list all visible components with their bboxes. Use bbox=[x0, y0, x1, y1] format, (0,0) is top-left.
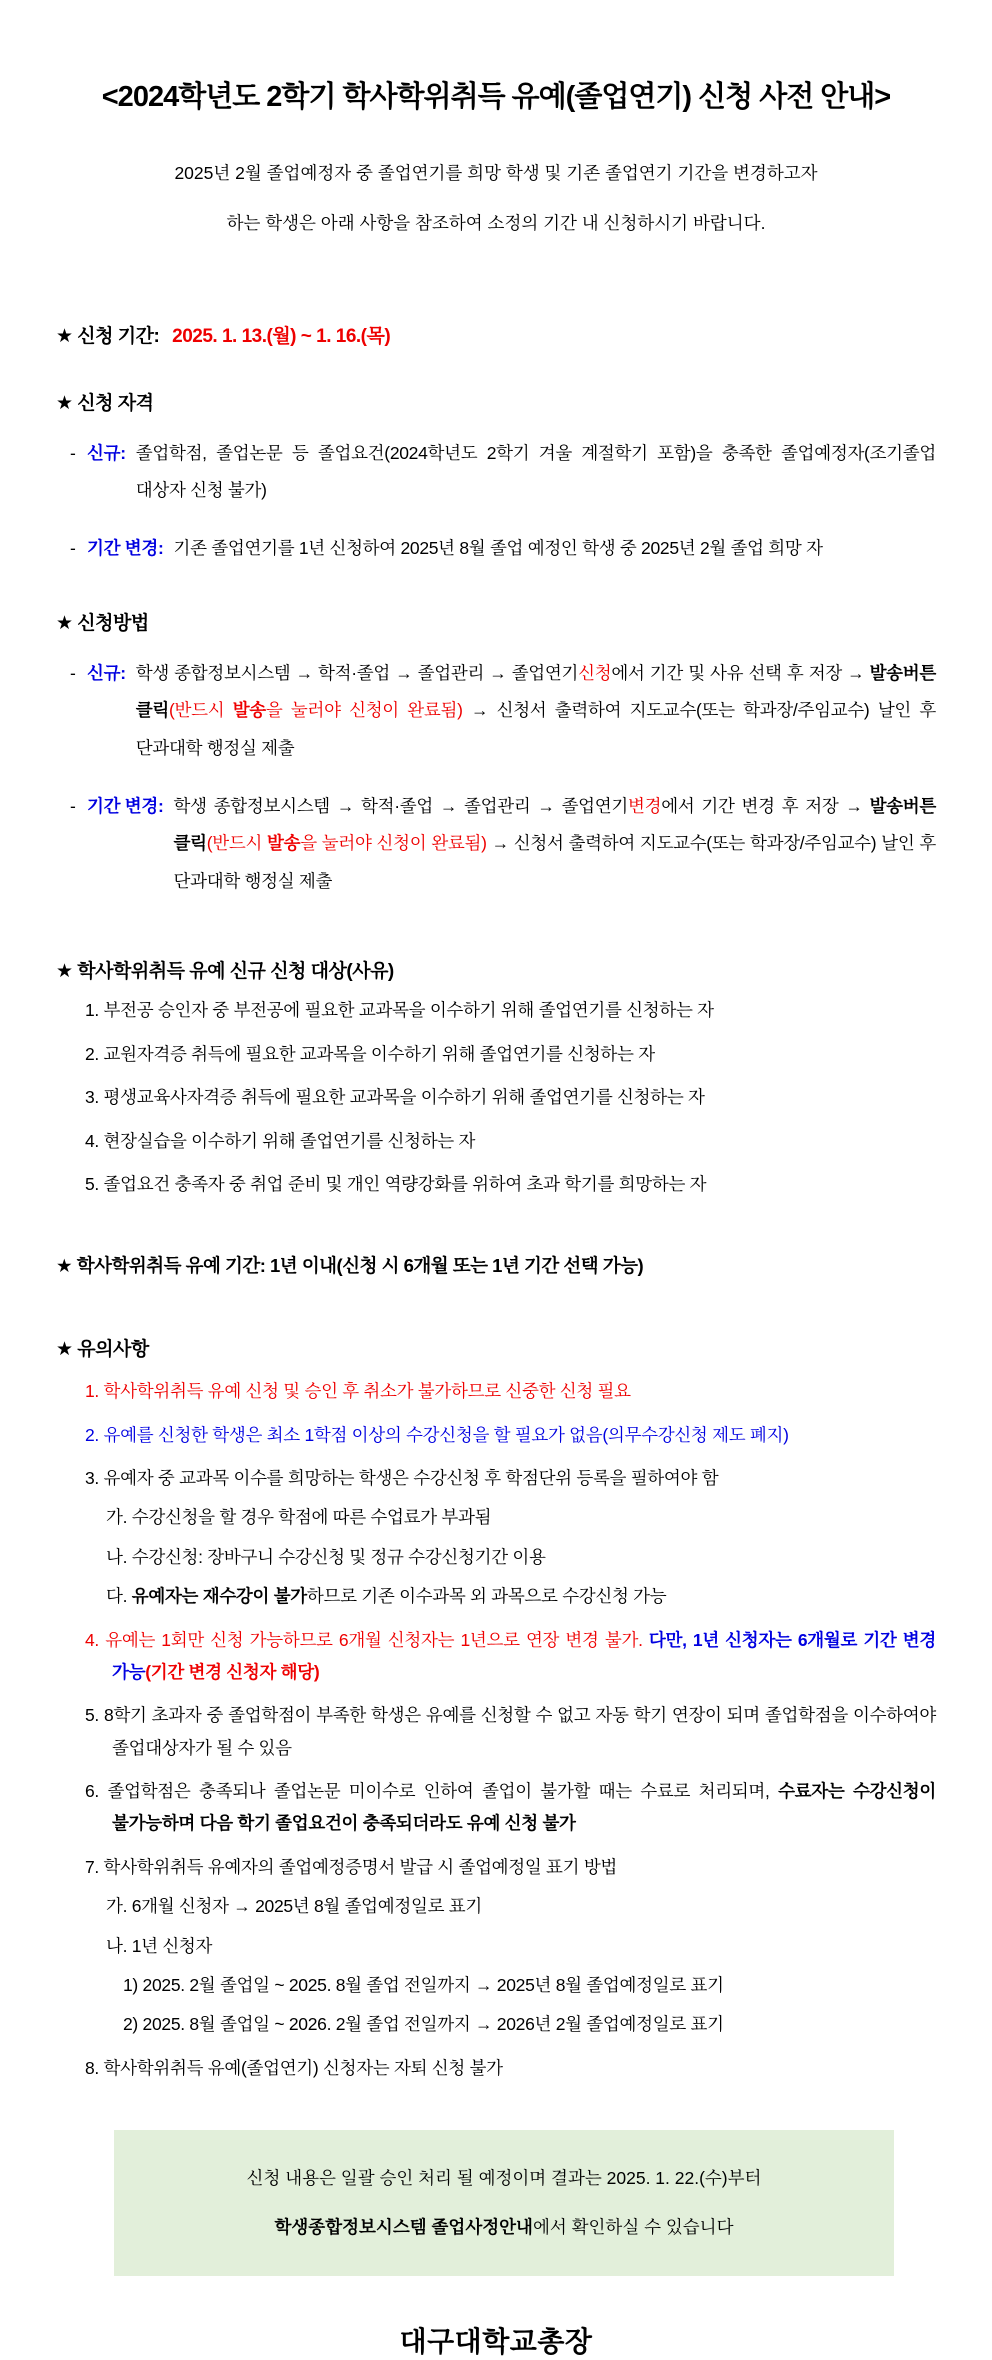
result-line-1: 신청 내용은 일괄 승인 처리 될 예정이며 결과는 2025. 1. 22.(수)부터 bbox=[246, 2168, 762, 2188]
reasons-heading: ★ 학사학위취득 유예 신규 신청 대상(사유) bbox=[56, 961, 394, 983]
method-new-send-button: 발송버튼 클릭 bbox=[135, 662, 936, 721]
reason-item-1: 1. 부전공 승인자 중 부전공에 필요한 교과목을 이수하기 위해 졸업연기를 신청하는 자 bbox=[85, 1000, 714, 1021]
method-change-tail: → 신청서 출력하여 지도교수(또는 학과장/주임교수) 날인 후 단과대학 행정실 제출 bbox=[173, 833, 937, 891]
method-change-path: 학생 종합정보시스템 → 학적·졸업 → 졸업관리 → 졸업연기 bbox=[173, 795, 628, 816]
note-item-1: 1. 학사학위취득 유예 신청 및 승인 후 취소가 불가하므로 신중한 신청 필요 bbox=[85, 1381, 631, 1402]
application-period-line bbox=[56, 321, 936, 348]
note-4-red-bold: (기간 변경 신청자 해당) bbox=[145, 1661, 320, 1682]
eligibility-term-new: 신규: bbox=[87, 442, 126, 463]
note-6-plain: 6. 졸업학점은 충족되나 졸업논문 미이수로 인하여 졸업이 불가할 때는 수료로 처리되며, bbox=[85, 1781, 779, 1801]
method-body-change bbox=[174, 788, 936, 901]
note-3c-rest: 하므로 기존 이수과목 외 과목으로 수강신청 가능 bbox=[306, 1586, 667, 1607]
eligibility-item-change bbox=[56, 530, 936, 568]
method-new-warn-close: 을 눌러야 신청이 완료됨) bbox=[265, 700, 463, 721]
note-item-7b: 나. 1년 신청자 bbox=[106, 1935, 213, 1956]
intro-paragraph bbox=[82, 149, 910, 249]
note-item-7b1: 1) 2025. 2월 졸업일 ~ 2025. 8월 졸업 전일까지 → 2025년 8월 졸업예정일로 표기 bbox=[123, 1974, 724, 1995]
note-4-red: 4. 유예는 1회만 신청 가능하므로 6개월 신청자는 1년으로 연장 변경 불가. bbox=[85, 1629, 649, 1650]
page-title: <2024학년도 2학기 학사학위취득 유예(졸업연기) 신청 사전 안내> bbox=[101, 81, 891, 113]
note-item-3: 3. 유예자 중 교과목 이수를 희망하는 학생은 수강신청 후 학점단위 등록을 필하여야 함 bbox=[85, 1468, 719, 1488]
issuer-signature: 대구대학교총장 bbox=[399, 2326, 593, 2357]
eligibility-section bbox=[56, 388, 936, 568]
method-new-tail: → 신청서 출력하여 지도교수(또는 학과장/주임교수) 날인 후 단과대학 행정실 제출 bbox=[135, 700, 937, 758]
method-term-change: 기간 변경: bbox=[87, 795, 164, 816]
duration-line: ★ 학사학위취득 유예 기간: 1년 이내(신청 시 6개월 또는 1년 기간 선택 가능) bbox=[56, 1255, 644, 1277]
method-change-warn-open: (반드시 bbox=[206, 833, 268, 854]
note-item-3b: 나. 수강신청: 장바구니 수강신청 및 정규 수강신청기간 이용 bbox=[106, 1546, 546, 1567]
method-heading: ★ 신청방법 bbox=[56, 612, 149, 634]
eligibility-heading: ★ 신청 자격 bbox=[56, 392, 154, 414]
reason-item-3: 3. 평생교육사자격증 취득에 필요한 교과목을 이수하기 위해 졸업연기를 신청하는 자 bbox=[85, 1087, 705, 1108]
method-new-mid: 에서 기간 및 사유 선택 후 저장 → bbox=[611, 662, 870, 683]
notes-list bbox=[56, 1375, 936, 2084]
method-term-new: 신규: bbox=[87, 662, 126, 683]
dash-marker: - bbox=[70, 662, 76, 683]
note-3c-bold: 유예자는 재수강이 불가 bbox=[131, 1586, 307, 1607]
reason-item-2: 2. 교원자격증 취득에 필요한 교과목을 이수하기 위해 졸업연기를 신청하는 자 bbox=[85, 1043, 655, 1064]
note-item-8: 8. 학사학위취득 유예(졸업연기) 신청자는 자퇴 신청 불가 bbox=[85, 2057, 503, 2078]
eligibility-body-change: 기존 졸업연기를 1년 신청하여 2025년 8월 졸업 예정인 학생 중 2025년 2월 졸업 희망 자 bbox=[173, 538, 823, 558]
dash-marker: - bbox=[70, 538, 76, 558]
note-item-7: 7. 학사학위취득 유예자의 졸업예정증명서 발급 시 졸업예정일 표기 방법 bbox=[85, 1856, 618, 1877]
note-item-4 bbox=[85, 1624, 936, 1689]
method-new-path: 학생 종합정보시스템 → 학적·졸업 → 졸업관리 → 졸업연기 bbox=[135, 662, 579, 683]
result-line-2 bbox=[128, 2203, 880, 2252]
dash-marker: - bbox=[70, 795, 76, 816]
method-change-menu-highlight: 변경 bbox=[628, 795, 662, 816]
application-period-value: 2025. 1. 13.(월) ~ 1. 16.(목) bbox=[172, 325, 391, 347]
note-item-7b2: 2) 2025. 8월 졸업일 ~ 2026. 2월 졸업 전일까지 → 2026년 2월 졸업예정일로 표기 bbox=[123, 2014, 724, 2035]
method-change-warn-close: 을 눌러야 신청이 완료됨) bbox=[300, 833, 487, 854]
application-period-label: ★ 신청 기간: bbox=[56, 325, 160, 347]
result-line-2-rest: 에서 확인하실 수 있습니다 bbox=[532, 2217, 734, 2237]
note-4-blue-bold: 다만, 1년 신청자는 6개월로 기간 변경 가능 bbox=[112, 1629, 936, 1682]
note-item-3a: 가. 수강신청을 할 경우 학점에 따른 수업료가 부과됨 bbox=[106, 1507, 492, 1528]
method-new-menu-highlight: 신청 bbox=[578, 662, 612, 683]
reason-item-5: 5. 졸업요건 충족자 중 취업 준비 및 개인 역량강화를 위하여 초과 학기를 희망하는 자 bbox=[85, 1173, 707, 1194]
note-item-3c bbox=[106, 1580, 936, 1612]
note-3c-marker: 다. bbox=[106, 1586, 132, 1607]
method-body-new bbox=[136, 655, 936, 768]
method-change-mid: 에서 기간 변경 후 저장 → bbox=[661, 795, 870, 816]
notes-heading: ★ 유의사항 bbox=[56, 1339, 149, 1361]
reason-item-4: 4. 현장실습을 이수하기 위해 졸업연기를 신청하는 자 bbox=[85, 1130, 476, 1151]
reasons-section bbox=[56, 956, 936, 1200]
method-change-warn-bold: 발송 bbox=[267, 833, 301, 854]
intro-line-1: 2025년 2월 졸업예정자 중 졸업연기를 희망 학생 및 기존 졸업연기 기간을 변경하고자 bbox=[174, 163, 818, 183]
method-section bbox=[56, 608, 936, 901]
reasons-list bbox=[56, 994, 936, 1200]
note-item-7a: 가. 6개월 신청자 → 2025년 8월 졸업예정일로 표기 bbox=[106, 1896, 482, 1917]
method-item-change bbox=[56, 788, 936, 901]
note-item-6 bbox=[85, 1775, 936, 1840]
dash-marker: - bbox=[70, 442, 76, 463]
note-item-5: 5. 8학기 초과자 중 졸업학점이 부족한 학생은 유예를 신청할 수 없고 자동 학기 연장이 되며 졸업학점을 이수하여야 졸업대상자가 될 수 있음 bbox=[85, 1705, 936, 1758]
method-change-send-button: 발송버튼 클릭 bbox=[173, 795, 936, 854]
result-system-name: 학생종합정보시스템 졸업사정안내 bbox=[274, 2217, 533, 2237]
eligibility-term-change: 기간 변경: bbox=[87, 538, 164, 558]
method-item-new bbox=[56, 655, 936, 768]
eligibility-body-new: 졸업학점, 졸업논문 등 졸업요건(2024학년도 2학기 겨울 계절학기 포함)을 충족한 졸업예정자(조기졸업 대상자 신청 불가) bbox=[135, 442, 936, 501]
intro-line-2: 하는 학생은 아래 사항을 참조하여 소정의 기간 내 신청하시기 바랍니다. bbox=[226, 212, 766, 233]
notes-section bbox=[56, 1334, 936, 2084]
note-item-2: 2. 유예를 신청한 학생은 최소 1학점 이상의 수강신청을 할 필요가 없음(의무수강신청 제도 폐지) bbox=[85, 1424, 789, 1445]
note-6-bold: 수료자는 수강신청이 불가능하며 다음 학기 졸업요건이 충족되더라도 유예 신청 불가 bbox=[112, 1781, 936, 1834]
eligibility-item-new bbox=[56, 435, 936, 510]
method-new-warn-open: (반드시 bbox=[168, 700, 233, 721]
method-new-warn-bold: 발송 bbox=[232, 700, 266, 721]
result-notice-box bbox=[114, 2130, 894, 2276]
